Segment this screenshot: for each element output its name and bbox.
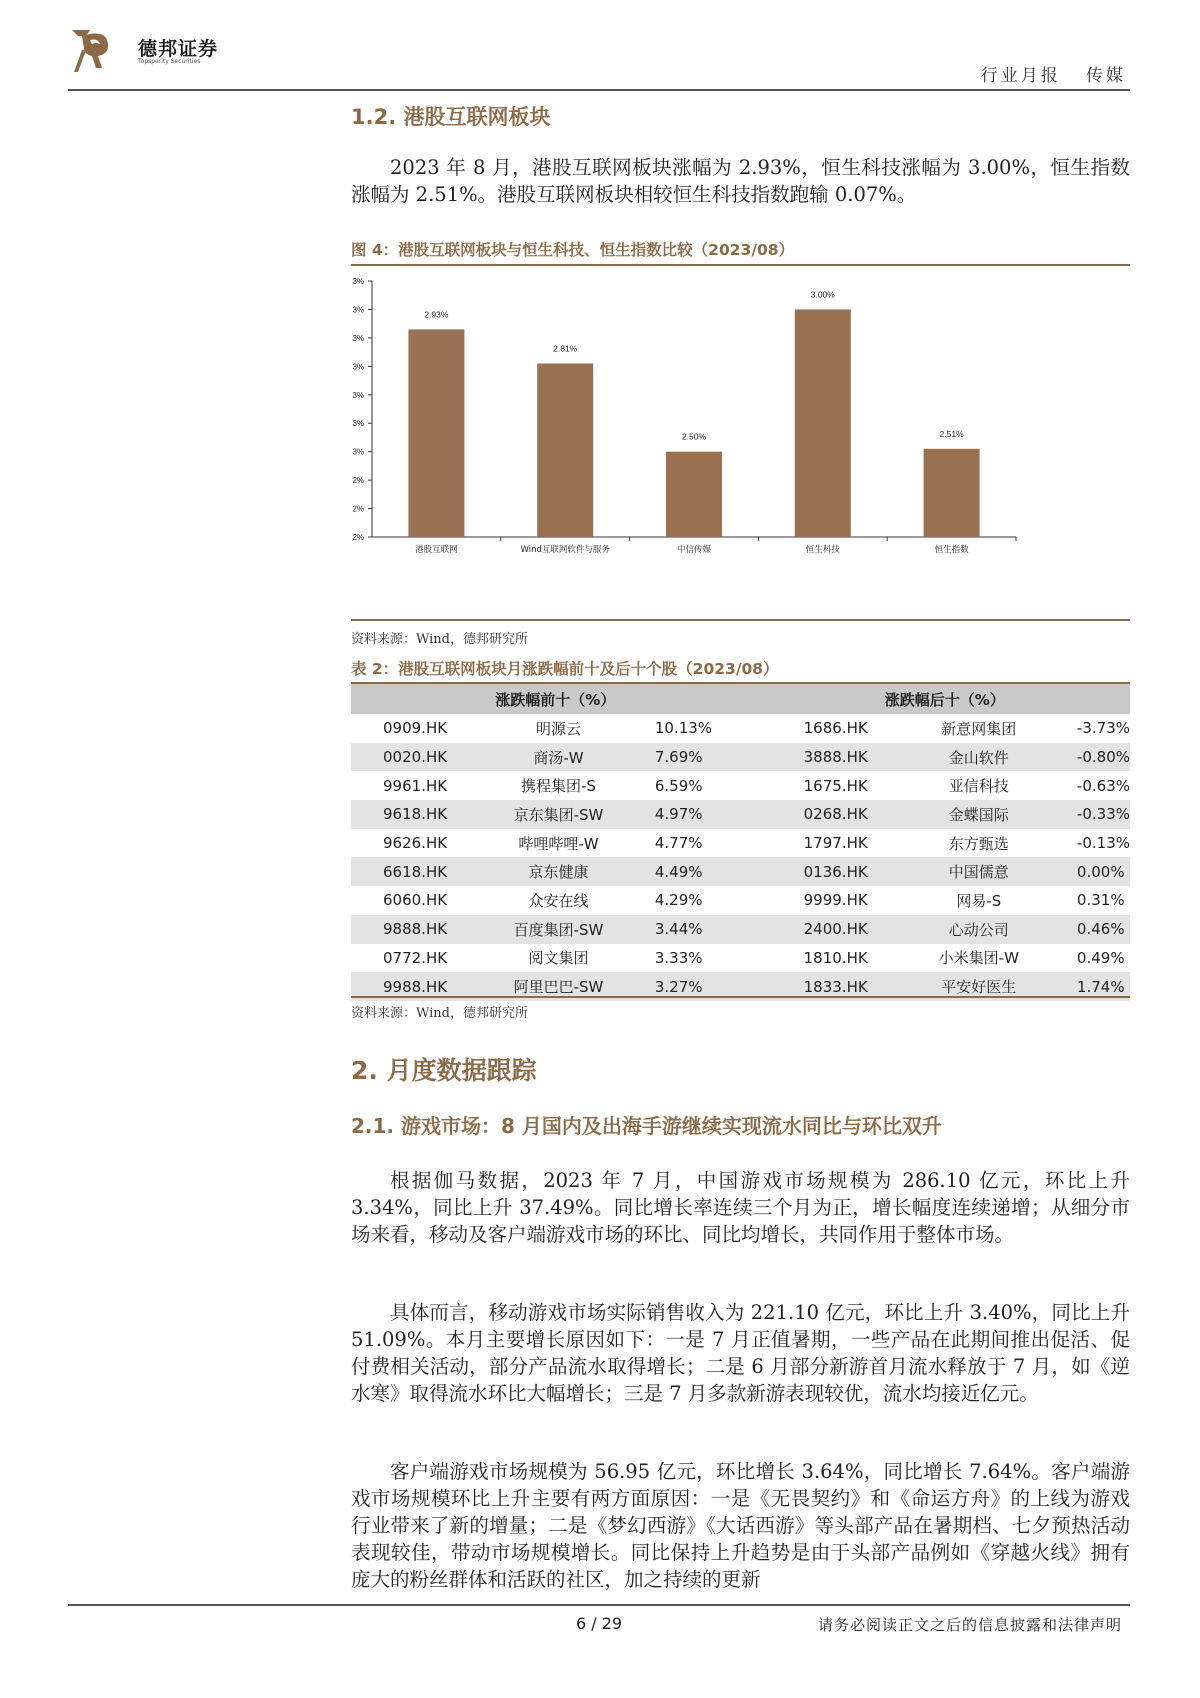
stock-change-bottom: 0.31% bbox=[1076, 891, 1125, 910]
y-tick-label: 2% bbox=[352, 504, 364, 514]
stock-code-bottom: 1833.HK bbox=[760, 972, 911, 1001]
y-tick-label: 2% bbox=[352, 476, 364, 486]
stock-code-top: 9988.HK bbox=[351, 972, 490, 1001]
stock-code-top: 0772.HK bbox=[383, 948, 448, 967]
table-2-title: 表 2：港股互联网板块月涨跌幅前十及后十个股（2023/08） bbox=[351, 660, 779, 678]
stock-name-bottom: 亚信科技 bbox=[948, 777, 1009, 796]
stock-change-top: 7.69% bbox=[627, 743, 760, 772]
stock-change-top: 4.49% bbox=[627, 857, 760, 886]
stock-name-top: 阅文集团 bbox=[528, 949, 589, 968]
x-tick-label: 恒生指数 bbox=[934, 545, 969, 555]
stock-change-bottom: -0.80% bbox=[1047, 743, 1130, 772]
section-1-2-paragraph: 2023 年 8 月，港股互联网板块涨幅为 2.93%，恒生科技涨幅为 3.00%，恒生指数涨幅为 2.51%。港股互联网板块相较恒生科技指数跑输 0.07%。 bbox=[351, 156, 1130, 206]
stock-name-bottom: 小米集团-W bbox=[938, 949, 1019, 968]
stock-change-bottom: 1.74% bbox=[1047, 972, 1130, 1001]
x-tick-label: 港股互联网 bbox=[415, 545, 458, 555]
section-2-1-paragraph-1: 根据伽马数据，2023 年 7 月，中国游戏市场规模为 286.10 亿元，环比上升 3.34%，同比上升 37.49%。同比增长率连续三个月为正，增长幅度连续递增；从细分市场来看，移动及客户端游戏市场的环比、同比均增长，共同作用于整体市场。 bbox=[351, 1169, 1130, 1246]
table-header-bottom-ten: 涨跌幅后十（%） bbox=[760, 684, 1130, 714]
bar bbox=[408, 329, 464, 537]
bar bbox=[537, 363, 593, 537]
company-name-cn: 德邦证券 bbox=[138, 38, 219, 60]
stock-name-top: 京东集团-SW bbox=[490, 800, 627, 829]
stock-code-top: 0020.HK bbox=[351, 743, 490, 772]
stock-change-top: 3.44% bbox=[627, 915, 760, 944]
stock-code-bottom: 1675.HK bbox=[803, 776, 868, 795]
table-row bbox=[351, 800, 1130, 829]
x-tick-label: Wind互联网软件与服务 bbox=[520, 545, 610, 555]
table-row bbox=[351, 771, 1130, 800]
stock-change-bottom: -3.73% bbox=[1076, 719, 1130, 738]
stock-change-bottom: -0.63% bbox=[1076, 776, 1130, 795]
stock-change-top: 3.27% bbox=[627, 972, 760, 1001]
stock-name-top: 携程集团-S bbox=[520, 777, 596, 796]
y-tick-label: 3% bbox=[352, 333, 364, 343]
table-row bbox=[351, 714, 1130, 743]
stock-name-bottom: 心动公司 bbox=[911, 915, 1047, 944]
page-number: 6 / 29 bbox=[576, 1614, 623, 1633]
table-2-wrapper bbox=[351, 684, 1130, 1001]
table-row bbox=[351, 743, 1130, 772]
table-2 bbox=[351, 684, 1130, 1001]
table-2-bottom-rule bbox=[351, 996, 1130, 998]
stock-change-bottom: 0.46% bbox=[1047, 915, 1130, 944]
figure-4-bottom-rule bbox=[351, 619, 1130, 621]
y-tick-label: 3% bbox=[352, 447, 364, 457]
stock-code-top: 9618.HK bbox=[351, 800, 490, 829]
section-1-2-title: 1.2. 港股互联网板块 bbox=[351, 105, 551, 129]
stock-name-bottom: 中国儒意 bbox=[911, 857, 1047, 886]
stock-name-bottom: 东方甄选 bbox=[948, 834, 1009, 853]
figure-4-bar-chart bbox=[351, 275, 1130, 615]
table-row bbox=[351, 829, 1130, 858]
footer-disclaimer: 请务必阅读正文之后的信息披露和法律声明 bbox=[817, 1616, 1122, 1634]
figure-4-title-rule bbox=[351, 264, 1130, 266]
table-row bbox=[351, 944, 1130, 973]
stock-code-bottom: 9999.HK bbox=[803, 891, 868, 910]
stock-change-bottom: 0.49% bbox=[1076, 948, 1125, 967]
stock-change-top: 3.33% bbox=[654, 948, 703, 967]
y-tick-label: 3% bbox=[352, 362, 364, 372]
stock-change-bottom: -0.33% bbox=[1047, 800, 1130, 829]
y-tick-label: 3% bbox=[352, 419, 364, 429]
y-tick-label: 3% bbox=[352, 277, 364, 286]
bar-data-label: 3.00% bbox=[810, 289, 835, 300]
stock-name-bottom: 金蝶国际 bbox=[911, 800, 1047, 829]
bar-data-label: 2.93% bbox=[424, 309, 449, 320]
figure-4-title: 图 4：港股互联网板块与恒生科技、恒生指数比较（2023/08） bbox=[351, 241, 795, 259]
stock-change-top: 4.97% bbox=[627, 800, 760, 829]
bar bbox=[666, 452, 722, 537]
section-2-1-title: 2.1. 游戏市场：8 月国内及出海手游继续实现流水同比与环比双升 bbox=[351, 1114, 942, 1138]
stock-code-bottom: 1686.HK bbox=[803, 719, 868, 738]
x-tick-label: 恒生科技 bbox=[805, 545, 840, 555]
stock-name-bottom: 平安好医生 bbox=[911, 972, 1047, 1001]
stock-name-top: 阿里巴巴-SW bbox=[490, 972, 627, 1001]
y-tick-label: 2% bbox=[352, 533, 364, 542]
section-2-title: 2. 月度数据跟踪 bbox=[351, 1056, 537, 1085]
table-row bbox=[351, 886, 1130, 915]
stock-code-bottom: 2400.HK bbox=[760, 915, 911, 944]
stock-change-bottom: 0.00% bbox=[1047, 857, 1130, 886]
stock-name-top: 商汤-W bbox=[490, 743, 627, 772]
stock-change-top: 6.59% bbox=[654, 776, 703, 795]
bar bbox=[795, 309, 851, 537]
stock-code-top: 6618.HK bbox=[351, 857, 490, 886]
company-logo-icon bbox=[68, 24, 112, 76]
stock-code-top: 9626.HK bbox=[383, 834, 448, 853]
stock-name-bottom: 新意网集团 bbox=[941, 719, 1017, 738]
stock-name-top: 众安在线 bbox=[528, 891, 589, 910]
stock-name-top: 哔哩哔哩-W bbox=[518, 834, 599, 853]
bar bbox=[924, 449, 980, 537]
footer-divider bbox=[68, 1604, 1130, 1606]
section-2-1-paragraph-3: 客户端游戏市场规模为 56.95 亿元，环比增长 3.64%，同比增长 7.64%。客户端游戏市场规模环比上升主要有两方面原因：一是《无畏契约》和《命运方舟》的上线为游戏行业带来了新的增量；二是《梦幻西游》《大话西游》等头部产品在暑期档、七夕预热活动表现较佳，带动市场规模增长。同比保持上升趋势是由于头部产品例如《穿越火线》拥有庞大的粉丝群体和活跃的社区，加之持续的更新 bbox=[351, 1460, 1130, 1591]
y-tick-label: 3% bbox=[352, 305, 364, 315]
bar-data-label: 2.51% bbox=[939, 428, 964, 439]
report-type-label: 行业月报 传媒 bbox=[980, 66, 1126, 86]
stock-code-bottom: 0268.HK bbox=[760, 800, 911, 829]
table-2-source: 资料来源：Wind，德邦研究所 bbox=[351, 1006, 528, 1021]
stock-code-top: 6060.HK bbox=[383, 891, 448, 910]
figure-4-source: 资料来源：Wind，德邦研究所 bbox=[351, 632, 528, 647]
stock-change-top: 10.13% bbox=[654, 719, 713, 738]
bar-data-label: 2.81% bbox=[553, 343, 578, 354]
table-row bbox=[351, 915, 1130, 944]
stock-code-bottom: 1797.HK bbox=[803, 834, 868, 853]
stock-change-top: 4.29% bbox=[654, 891, 703, 910]
stock-name-top: 明源云 bbox=[535, 719, 581, 738]
stock-change-bottom: -0.13% bbox=[1076, 834, 1130, 853]
table-row bbox=[351, 857, 1130, 886]
company-name-en: Topsperity Securities bbox=[138, 58, 201, 65]
table-header-row bbox=[351, 684, 1130, 714]
header-divider bbox=[68, 89, 1130, 91]
stock-code-top: 9961.HK bbox=[383, 776, 448, 795]
table-header-top-ten: 涨跌幅前十（%） bbox=[351, 684, 760, 714]
x-tick-label: 中信传媒 bbox=[676, 545, 712, 555]
stock-code-bottom: 1810.HK bbox=[803, 948, 868, 967]
stock-code-top: 9888.HK bbox=[351, 915, 490, 944]
stock-name-top: 百度集团-SW bbox=[490, 915, 627, 944]
stock-change-top: 4.77% bbox=[654, 834, 703, 853]
stock-code-top: 0909.HK bbox=[383, 719, 448, 738]
stock-code-bottom: 3888.HK bbox=[760, 743, 911, 772]
stock-code-bottom: 0136.HK bbox=[760, 857, 911, 886]
bar-data-label: 2.50% bbox=[681, 431, 707, 442]
y-tick-label: 3% bbox=[352, 390, 364, 400]
section-2-1-paragraph-2: 具体而言，移动游戏市场实际销售收入为 221.10 亿元，环比上升 3.40%，同比上升 51.09%。本月主要增长原因如下：一是 7 月正值暑期，一些产品在此期间推出促活、促付费相关活动，部分产品流水取得增长；二是 6 月部分新游首月流水释放于 7 月，如《逆水寒》取得流水环比大幅增长；三是 7 月多款新游表现较优，流水均接近亿元。 bbox=[351, 1301, 1130, 1405]
stock-name-top: 京东健康 bbox=[490, 857, 627, 886]
stock-name-bottom: 网易-S bbox=[956, 891, 1002, 910]
stock-name-bottom: 金山软件 bbox=[911, 743, 1047, 772]
